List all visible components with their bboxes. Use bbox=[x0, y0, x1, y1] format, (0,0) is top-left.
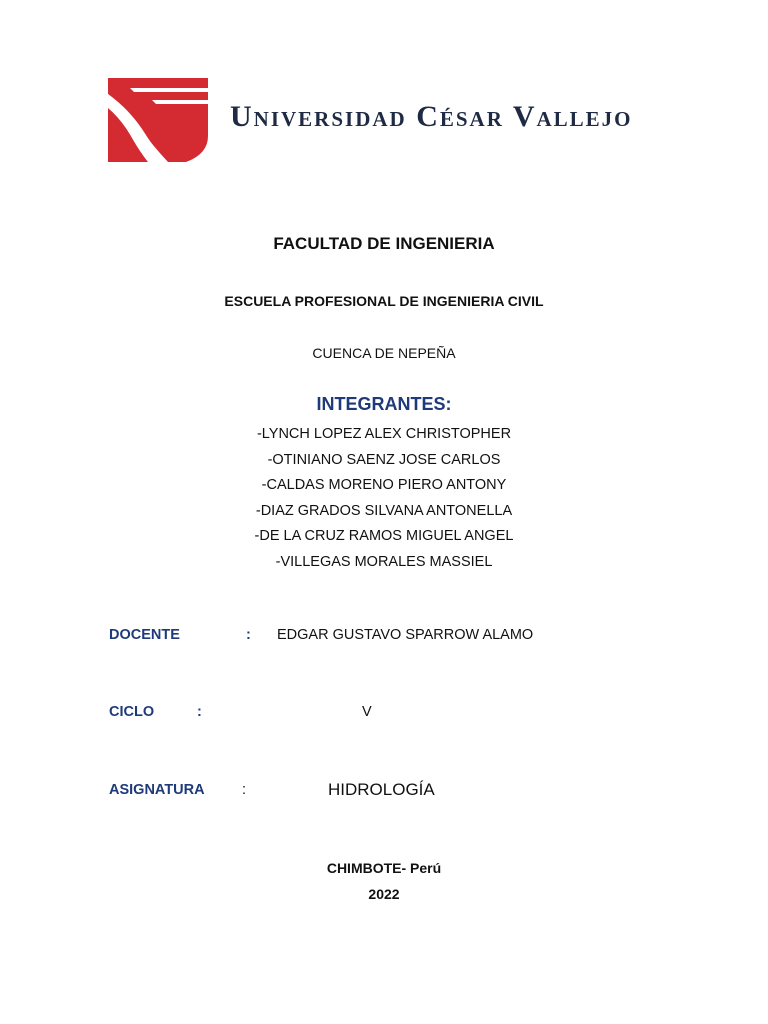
docente-colon: : bbox=[246, 627, 251, 643]
member-name: -VILLEGAS MORALES MASSIEL bbox=[275, 553, 493, 570]
member-name: -LYNCH LOPEZ ALEX CHRISTOPHER bbox=[256, 426, 512, 442]
asignatura-label: ASIGNATURA bbox=[109, 782, 205, 798]
member-name: -DE LA CRUZ RAMOS MIGUEL ANGEL bbox=[254, 528, 514, 544]
topic-title: CUENCA DE NEPEÑA bbox=[312, 345, 456, 361]
ciclo-colon: : bbox=[197, 704, 202, 720]
faculty-title: FACULTAD DE INGENIERIA bbox=[273, 234, 495, 253]
school-title: ESCUELA PROFESIONAL DE INGENIERIA CIVIL bbox=[224, 293, 544, 309]
asignatura-value: HIDROLOGÍA bbox=[328, 780, 435, 799]
docente-label: DOCENTE bbox=[109, 627, 180, 643]
member-name: -OTINIANO SAENZ JOSE CARLOS bbox=[267, 451, 501, 468]
university-name: Universidad César Vallejo bbox=[230, 100, 633, 133]
year-text: 2022 bbox=[368, 886, 400, 902]
place-text: CHIMBOTE- Perú bbox=[326, 860, 442, 876]
university-logo-shield bbox=[108, 76, 208, 164]
ciclo-value: V bbox=[362, 704, 372, 720]
members-heading: INTEGRANTES: bbox=[316, 394, 452, 414]
docente-value: EDGAR GUSTAVO SPARROW ALAMO bbox=[277, 627, 534, 643]
members-list bbox=[0, 422, 768, 575]
member-name: -CALDAS MORENO PIERO ANTONY bbox=[261, 477, 507, 493]
ciclo-label: CICLO bbox=[109, 704, 155, 720]
university-wordmark bbox=[230, 100, 633, 140]
asignatura-colon: : bbox=[242, 782, 247, 798]
member-name: -DIAZ GRADOS SILVANA ANTONELLA bbox=[255, 502, 513, 519]
